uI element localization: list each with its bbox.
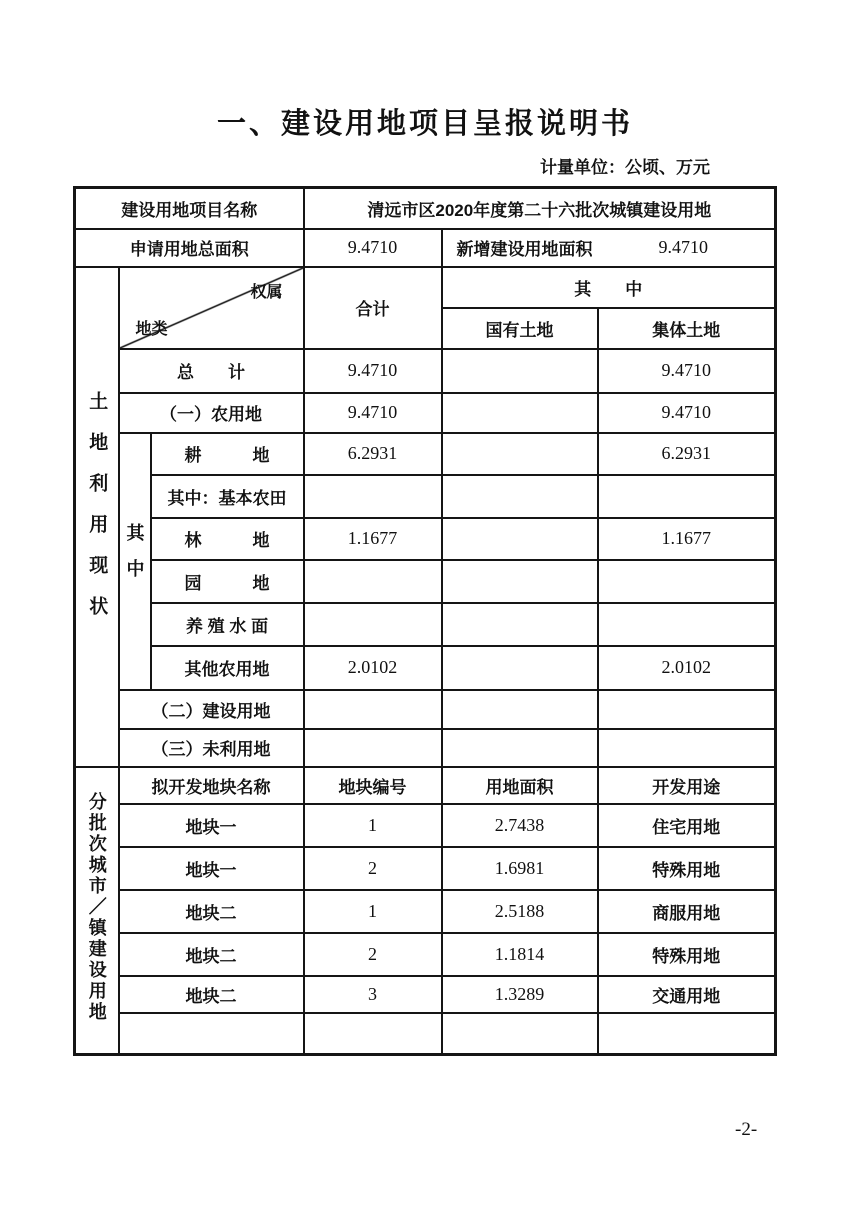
land-type-label: （三）未利用地	[119, 729, 304, 767]
table-row	[75, 229, 776, 267]
total-cell: 2.0102	[304, 646, 442, 690]
parcel-purpose-cell: 住宅用地	[598, 804, 776, 847]
total-cell	[304, 729, 442, 767]
land-type-label: 其中：基本农田	[151, 475, 304, 518]
collective-cell: 9.4710	[598, 349, 776, 393]
parcel-code-cell: 2	[304, 933, 442, 976]
col-header-among: 其 中	[442, 267, 776, 308]
parcel-name-cell: 地块二	[119, 933, 304, 976]
table-row	[75, 767, 776, 804]
table-row	[75, 433, 776, 475]
state-cell	[442, 349, 598, 393]
declaration-table	[73, 186, 777, 1056]
table-row	[75, 646, 776, 690]
parcel-code-cell: 1	[304, 804, 442, 847]
land-type-label: （一）农用地	[119, 393, 304, 433]
parcel-code-cell	[304, 1013, 442, 1055]
total-cell	[304, 560, 442, 603]
state-cell	[442, 690, 598, 729]
land-type-label: 总 计	[119, 349, 304, 393]
parcel-area-cell	[442, 1013, 598, 1055]
land-type-label: 林 地	[151, 518, 304, 560]
parcel-area-cell: 2.7438	[442, 804, 598, 847]
table-row	[75, 729, 776, 767]
land-type-label: 养 殖 水 面	[151, 603, 304, 646]
state-cell	[442, 518, 598, 560]
project-name-value: 清远市区2020年度第二十六批次城镇建设用地	[304, 188, 776, 229]
state-cell	[442, 475, 598, 518]
parcel-header-name: 拟开发地块名称	[119, 767, 304, 804]
table-row	[75, 933, 776, 976]
parcel-purpose-cell: 特殊用地	[598, 847, 776, 890]
land-type-label: 园 地	[151, 560, 304, 603]
state-cell	[442, 603, 598, 646]
measurement-unit-note: 计量单位：公顷、万元	[540, 158, 710, 177]
state-cell	[442, 729, 598, 767]
page-number: -2-	[735, 1119, 758, 1140]
parcel-header-purpose: 开发用途	[598, 767, 776, 804]
new-area-cell	[442, 229, 776, 267]
parcel-header-area: 用地面积	[442, 767, 598, 804]
parcel-name-cell: 地块二	[119, 976, 304, 1013]
state-cell	[442, 560, 598, 603]
new-area-value: 9.4710	[658, 237, 709, 257]
table-row	[75, 690, 776, 729]
table-row	[75, 560, 776, 603]
parcel-purpose-cell	[598, 1013, 776, 1055]
parcel-purpose-cell: 特殊用地	[598, 933, 776, 976]
parcel-area-cell: 1.3289	[442, 976, 598, 1013]
collective-cell: 6.2931	[598, 433, 776, 475]
parcel-code-cell: 2	[304, 847, 442, 890]
parcel-name-cell: 地块一	[119, 804, 304, 847]
diagonal-header-cell	[119, 267, 304, 349]
total-cell: 6.2931	[304, 433, 442, 475]
land-use-section-text: 土地利用现状	[86, 391, 108, 637]
parcel-area-cell: 2.5188	[442, 890, 598, 933]
diagonal-landtype-label: 地类	[135, 320, 168, 338]
table-row	[75, 847, 776, 890]
col-header-state-land: 国有土地	[442, 308, 598, 349]
state-cell	[442, 393, 598, 433]
total-cell: 9.4710	[304, 349, 442, 393]
parcel-purpose-cell: 交通用地	[598, 976, 776, 1013]
parcel-area-cell: 1.6981	[442, 847, 598, 890]
land-type-label: 耕 地	[151, 433, 304, 475]
table-row	[75, 1013, 776, 1055]
table-row	[75, 890, 776, 933]
page-title: 一、建设用地项目呈报说明书	[216, 108, 633, 140]
total-area-value: 9.4710	[304, 229, 442, 267]
total-cell	[304, 690, 442, 729]
parcels-section-text: 分批次城市／镇建设用地	[86, 792, 107, 1024]
collective-cell: 2.0102	[598, 646, 776, 690]
col-header-total: 合计	[304, 267, 442, 349]
land-type-label: 其他农用地	[151, 646, 304, 690]
table-row	[75, 188, 776, 229]
total-cell	[304, 475, 442, 518]
among-section-label	[119, 433, 151, 690]
state-cell	[442, 646, 598, 690]
table-row	[75, 804, 776, 847]
table-row	[75, 393, 776, 433]
parcel-area-cell: 1.1814	[442, 933, 598, 976]
table-row	[75, 976, 776, 1013]
collective-cell	[598, 603, 776, 646]
col-header-collective-land: 集体土地	[598, 308, 776, 349]
parcels-section-label	[75, 767, 119, 1055]
table-row	[75, 267, 776, 308]
state-cell	[442, 433, 598, 475]
collective-cell: 9.4710	[598, 393, 776, 433]
total-cell: 1.1677	[304, 518, 442, 560]
collective-cell	[598, 560, 776, 603]
collective-cell	[598, 729, 776, 767]
collective-cell	[598, 475, 776, 518]
total-cell: 9.4710	[304, 393, 442, 433]
table-row	[75, 603, 776, 646]
total-area-label: 申请用地总面积	[75, 229, 304, 267]
land-use-section-label	[75, 267, 119, 767]
among-section-text: 其中	[124, 522, 145, 595]
parcel-name-cell	[119, 1013, 304, 1055]
new-area-label: 新增建设用地面积	[456, 240, 593, 259]
diagonal-ownership-label: 权属	[250, 283, 283, 301]
total-cell	[304, 603, 442, 646]
table-row	[75, 475, 776, 518]
collective-cell	[598, 690, 776, 729]
parcel-name-cell: 地块一	[119, 847, 304, 890]
parcel-code-cell: 3	[304, 976, 442, 1013]
table-row	[75, 349, 776, 393]
parcel-header-code: 地块编号	[304, 767, 442, 804]
project-name-label: 建设用地项目名称	[75, 188, 304, 229]
collective-cell: 1.1677	[598, 518, 776, 560]
parcel-name-cell: 地块二	[119, 890, 304, 933]
land-type-label: （二）建设用地	[119, 690, 304, 729]
table-row	[75, 518, 776, 560]
parcel-purpose-cell: 商服用地	[598, 890, 776, 933]
parcel-code-cell: 1	[304, 890, 442, 933]
